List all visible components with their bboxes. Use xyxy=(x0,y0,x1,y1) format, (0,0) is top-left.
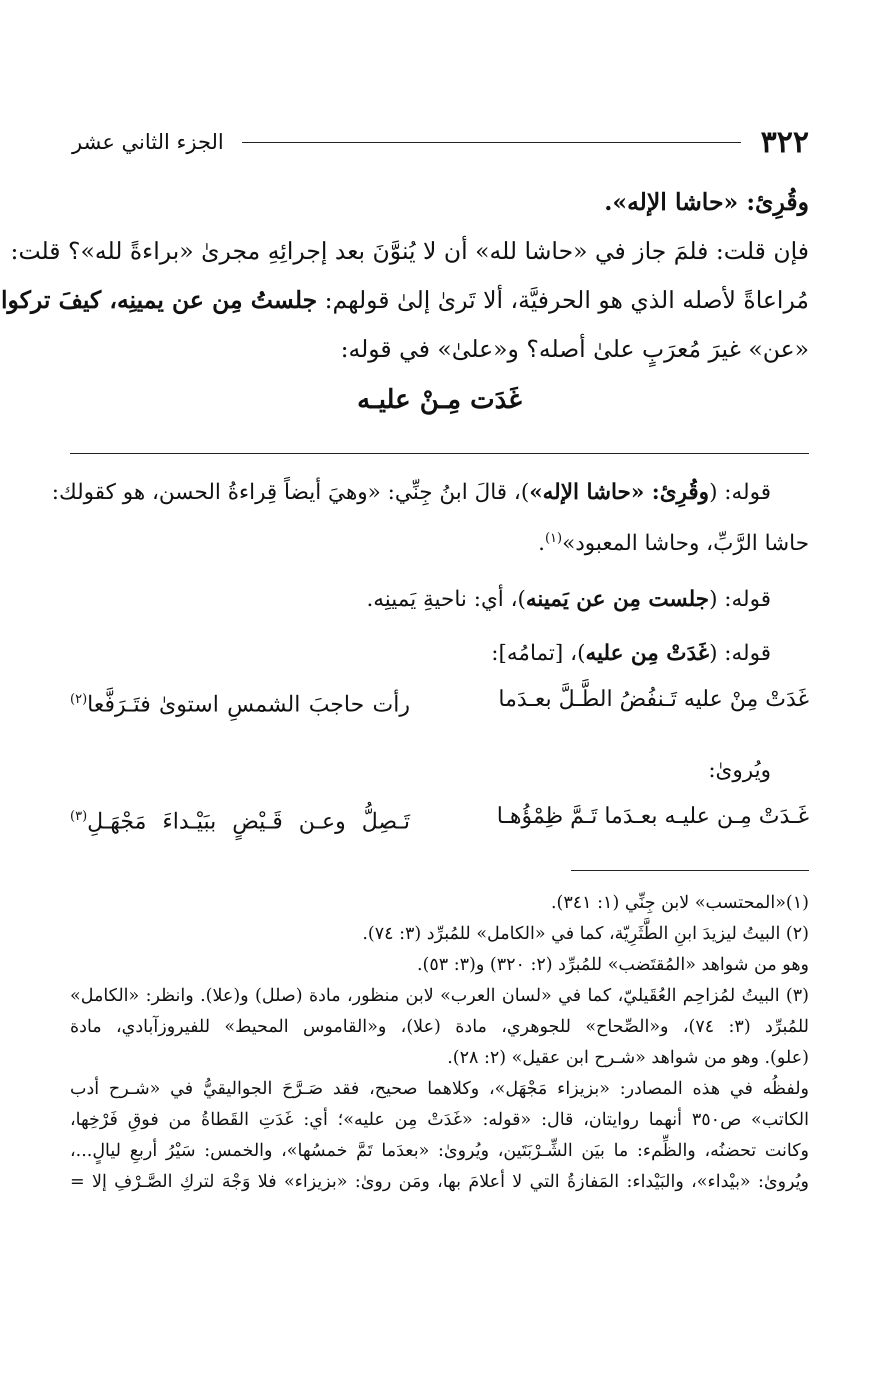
page-number: ٣٢٢ xyxy=(760,124,809,160)
footnote-marker: (٣) xyxy=(70,809,88,825)
footnote-marker: (٢) xyxy=(70,692,88,708)
poem-hemistich-second: رأت حاجبَ الشمسِ استوىٰ فتَـرَفَّعا$^{(٢)}$ xyxy=(70,692,410,718)
footnote-line: ويُروىٰ: «بيْداء»، والبَيْداء: المَفازةُ التي لا أعلامَ بها، ومَن روىٰ: «بزيزاء» فلا وَجْهَ لتركِ الصَّـرْفِ إلا = xyxy=(70,1172,809,1192)
commentary-line: حاشا الرَّبِّ، وحاشا المعبود»$^{(١)}$. xyxy=(538,531,809,557)
footnote-rule xyxy=(571,870,809,871)
header-rule xyxy=(242,142,741,143)
section-divider xyxy=(70,453,809,454)
commentary-line: قوله: (وقُرِئ: «حاشا الإله»)، قالَ ابنُ جِنِّي: «وهيَ أيضاً قِراءةُ الحسن، هو كقولك: xyxy=(51,480,771,505)
poem-verse xyxy=(70,794,809,845)
running-title: الجزء الثاني عشر xyxy=(72,130,224,154)
footnote-line: وهو من شواهد «المُقتَضب» للمُبرِّد (٢: ٣٢٠) و(٣: ٥٣). xyxy=(416,955,809,975)
commentary xyxy=(51,470,809,846)
commentary-line: ويُروىٰ: xyxy=(708,758,771,784)
main-line: «عن» غيرَ مُعرَبٍ علىٰ أصله؟ و«علىٰ» في قوله: xyxy=(340,335,809,363)
footnote-line: (٣) البيتُ لمُزاحِم العُقَيليّ، كما في «لسان العرب» لابن منظور، مادة (صلل) و(علا). وانظر: «الكامل» xyxy=(70,986,809,1006)
main-line: مُراعاةً لأصله الذي هو الحرفيَّة، ألا تَرىٰ إلىٰ قولهم: جلستُ مِن عن يمينِه، كيفَ تركوا xyxy=(1,286,809,314)
commentary-line: قوله: (غَدَتْ مِن عليه)، [تمامُه]: xyxy=(491,641,771,667)
page-header xyxy=(72,122,809,162)
footnote-line: الكاتب» ص٣٥٠ أنهما روايتان، قال: «قوله: «غَدَتْ مِن عليه»؛ أي: غَدَتِ القَطاةُ من فوقِ فَرْخِها، xyxy=(70,1110,809,1130)
footnote-line: (٢) البيتُ ليزيدَ ابنِ الطَّثَرِيّة، كما في «الكامل» للمُبرِّد (٣: ٧٤). xyxy=(362,924,809,944)
main-line: وقُرِئ: «حاشا الإله». xyxy=(604,188,809,216)
main-verse: غَدَت مِـنْ عليـه xyxy=(357,385,522,415)
main-text xyxy=(1,178,809,422)
footnote-line: (١)«المحتسب» لابن جِنِّي (١: ٣٤١). xyxy=(550,893,809,913)
poem-hemistich-first: غَدَتْ مِنْ عليه تَـنفُضُ الطَّـلَّ بعـدَما xyxy=(498,687,809,713)
poem-hemistich-second: تَـصِلُّ وعـن قَـيْضٍ ببَيْـداءَ مَجْهَـلِ$^{(٣)}$ xyxy=(70,809,410,835)
footnote-marker: (١) xyxy=(544,531,563,546)
main-line: فإن قلت: فلمَ جاز في «حاشا لله» أن لا يُنوَّنَ بعد إجرائِهِ مجرىٰ «براءةً لله»؟ قلت: xyxy=(10,237,809,265)
footnote-line: وكانت تحضنُه، والظِّمء: ما بيَن الشِّـرْبَتَين، ويُروىٰ: «بعدَما تَمَّ خمسُها»، والخمس: سَيْرُ أربعِ ليالٍ...، xyxy=(70,1141,809,1161)
commentary-line: قوله: (جلست مِن عن يَمينه)، أي: ناحيةِ يَمينِه. xyxy=(366,587,771,613)
footnote-line: للمُبرِّد (٣: ٧٤)، و«الصِّحاح» للجوهري، مادة (علا)، و«القاموس المحيط» للفيروزآبادي، مادة xyxy=(70,1017,809,1037)
footnote-line: ولفظُه في هذه المصادر: «بزيزاء مَجْهَل»، وكلاهما صحيح، فقد صَـرَّحَ الجواليقيُّ في «شـرح أدب xyxy=(70,1079,809,1099)
poem-verse xyxy=(70,677,809,728)
footnotes xyxy=(70,888,809,1198)
footnote-line: (علو). وهو من شواهد «شـرح ابن عقيل» (٢: ٢٨). xyxy=(447,1048,809,1068)
poem-hemistich-first: غَـدَتْ مِـن عليـه بعـدَما تَـمَّ ظِمْؤُهـا xyxy=(496,804,809,830)
